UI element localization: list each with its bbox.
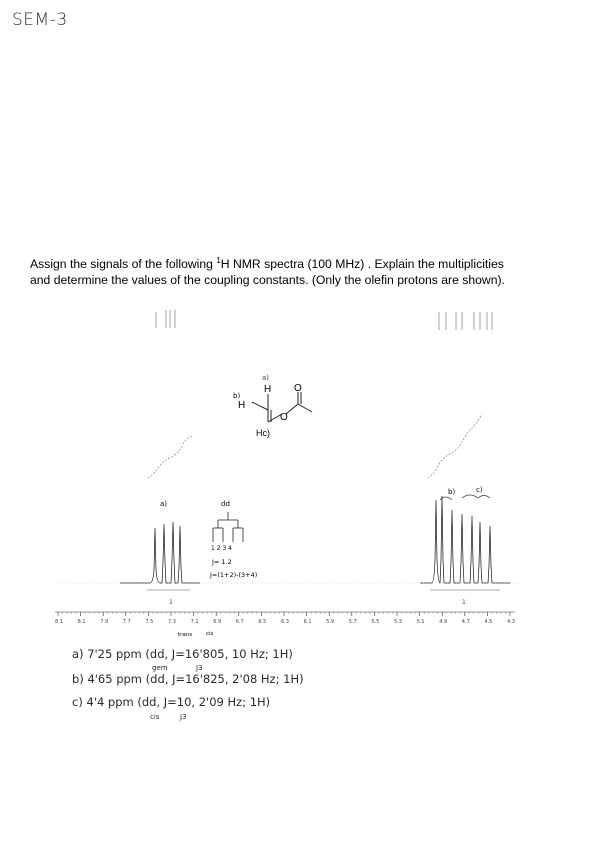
axis-tick-label: 4.7 bbox=[461, 619, 470, 625]
axis-tick-label: 5.5 bbox=[371, 619, 380, 625]
mol-atom-o-carbonyl: O bbox=[294, 383, 302, 394]
axis-tick-label: 5.3 bbox=[394, 619, 402, 625]
axis-tick-label: 6.9 bbox=[213, 619, 222, 625]
answer-c: c) 4'4 ppm (dd, J=10, 2'09 Hz; 1H) bbox=[72, 695, 271, 709]
splitting-tree bbox=[213, 512, 243, 542]
axis-tick-label: 4.9 bbox=[439, 619, 448, 625]
axis-tick-label: 6.5 bbox=[258, 619, 267, 625]
peak-list-marks-left bbox=[156, 310, 175, 328]
mol-atom-o-ester: O bbox=[280, 412, 288, 423]
mol-label-b: b) bbox=[233, 392, 241, 400]
mol-atom-h-top: H bbox=[264, 384, 272, 395]
page-header-note: SEM-3 bbox=[12, 10, 68, 30]
question-sup: 1 bbox=[216, 256, 221, 265]
ppm-axis-ticks bbox=[58, 612, 510, 616]
answer-c-note-j3: J3 bbox=[180, 713, 187, 721]
integral-value-left: 1 bbox=[169, 599, 173, 606]
tree-j-value: J= 1.2 bbox=[212, 558, 232, 566]
note-trans: trans bbox=[178, 632, 193, 638]
answer-a: a) 7'25 ppm (dd, J=16'805, 10 Hz; 1H) bbox=[72, 647, 293, 661]
mol-label-a: a) bbox=[262, 374, 270, 382]
axis-tick-label: 7.3 bbox=[168, 619, 176, 625]
integral-curve-left bbox=[148, 436, 192, 478]
axis-tick-label: 4.5 bbox=[484, 619, 493, 625]
axis-tick-label: 7.7 bbox=[122, 619, 131, 625]
axis-tick-label: 7.1 bbox=[190, 619, 199, 625]
axis-tick-label: 7.9 bbox=[100, 619, 109, 625]
question-line2: and determine the values of the coupling constants. (Only the olefin protons are shown). bbox=[30, 273, 505, 288]
peaks-right-multiplets bbox=[420, 496, 510, 583]
answer-b-note-gem: gem bbox=[152, 664, 168, 672]
ppm-axis-labels bbox=[55, 619, 515, 625]
axis-tick-label: 5.1 bbox=[416, 619, 425, 625]
axis-tick-label: 8.1 bbox=[77, 619, 86, 625]
axis-tick-label: 5.7 bbox=[348, 619, 357, 625]
note-cis: cis bbox=[206, 631, 214, 637]
signal-label-c: c) bbox=[476, 486, 483, 494]
multiplicity-label-dd: dd bbox=[221, 500, 230, 508]
answer-b-note-j3: J3 bbox=[196, 664, 203, 672]
integral-value-right: 1 bbox=[462, 599, 466, 606]
axis-tick-label: 5.9 bbox=[326, 619, 335, 625]
integral-curve-right bbox=[428, 414, 482, 478]
axis-tick-label: 4.3 bbox=[507, 619, 515, 625]
question-text bbox=[30, 253, 590, 288]
tree-numbers: 1 2 3 4 bbox=[211, 545, 232, 552]
answer-c-note-cis: cis bbox=[150, 713, 160, 721]
peaks-left-multiplet bbox=[120, 522, 200, 583]
question-line1-pre: Assign the signals of the following bbox=[30, 257, 217, 272]
answer-b: b) 4'65 ppm (dd, J=16'825, 2'08 Hz; 1H) bbox=[72, 672, 304, 686]
axis-tick-label: 8.1 bbox=[55, 619, 63, 625]
question-line1-post: H NMR spectra (100 MHz) . Explain the multiplicities bbox=[220, 257, 504, 272]
signal-label-b: b) bbox=[448, 488, 456, 496]
axis-tick-label: 6.1 bbox=[303, 619, 312, 625]
axis-tick-label: 6.7 bbox=[235, 619, 244, 625]
signal-label-a: a) bbox=[160, 500, 168, 508]
axis-tick-label: 6.3 bbox=[281, 619, 289, 625]
mol-atom-h-left: H bbox=[238, 400, 246, 411]
tree-j-formula: J=(1+2)-(3+4) bbox=[210, 571, 258, 579]
peak-list-marks-right bbox=[439, 312, 492, 330]
axis-tick-label: 7.5 bbox=[145, 619, 154, 625]
mol-atom-hc: Hc) bbox=[256, 428, 270, 438]
